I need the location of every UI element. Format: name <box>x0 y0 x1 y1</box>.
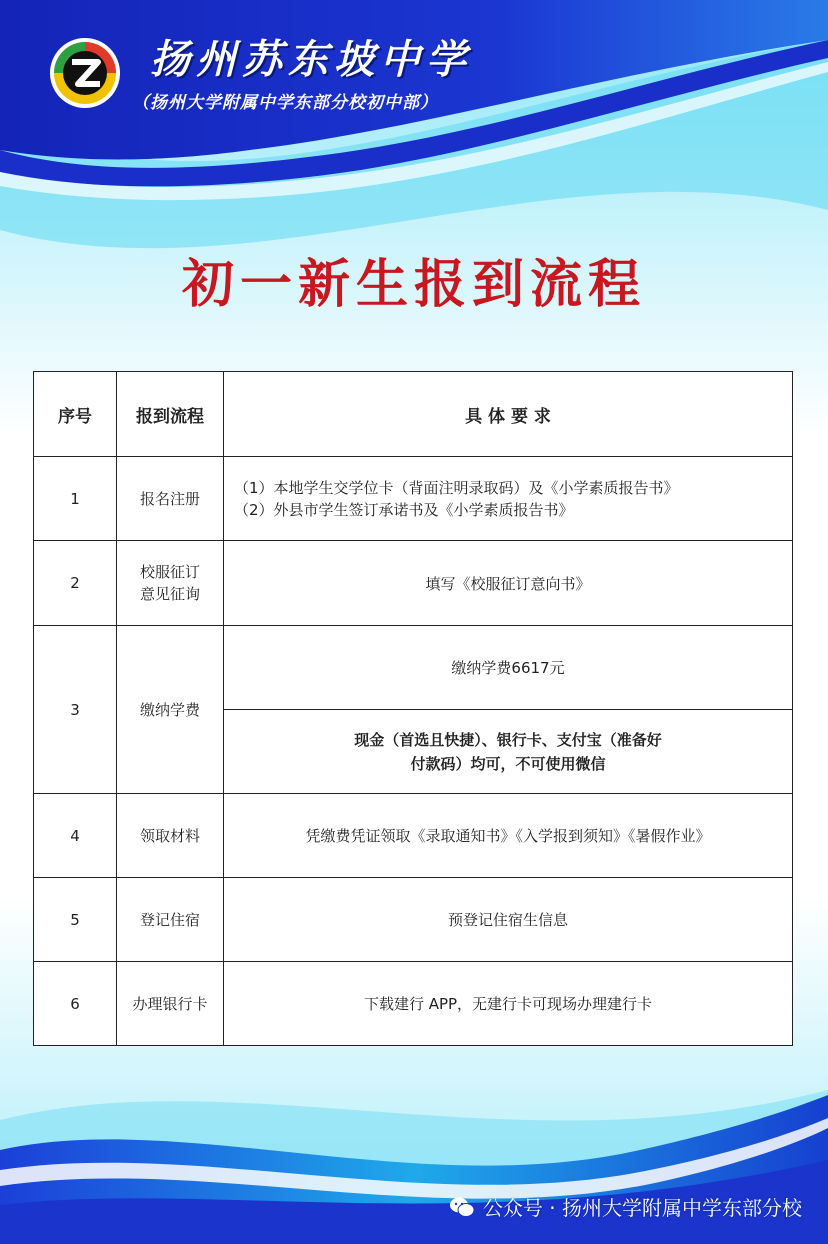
requirement-line: 现金（首选且快捷）、银行卡、支付宝（准备好 <box>354 730 662 749</box>
row-requirements: 下载建行 APP，无建行卡可现场办理建行卡 <box>224 962 793 1046</box>
row-num: 3 <box>34 626 117 794</box>
school-logo <box>48 36 122 110</box>
row-step: 登记住宿 <box>117 878 224 962</box>
row-num: 6 <box>34 962 117 1046</box>
table-row <box>34 878 793 962</box>
row-step-line: 校服征订 <box>139 563 200 581</box>
table-row <box>34 626 793 710</box>
footer-text: 公众号 · 扬州大学附属中学东部分校 <box>482 1196 802 1220</box>
table-header-row <box>34 372 793 457</box>
requirement-line: （1）本地学生交学位卡（背面注明录取码）及《小学素质报告书》 <box>234 478 679 497</box>
wechat-icon <box>449 1196 475 1218</box>
table-row <box>34 541 793 626</box>
row-step: 报名注册 <box>117 457 224 541</box>
row-num: 2 <box>34 541 117 626</box>
header-step: 报到流程 <box>117 372 224 457</box>
row-step: 领取材料 <box>117 794 224 878</box>
footer-watermark <box>449 1192 802 1221</box>
row-requirements: 填写《校服征订意向书》 <box>224 541 793 626</box>
header-requirements: 具 体 要 求 <box>224 372 793 457</box>
row-requirements-payment-methods <box>224 710 793 794</box>
row-requirements: 凭缴费凭证领取《录取通知书》《入学报到须知》《暑假作业》 <box>224 794 793 878</box>
row-num: 1 <box>34 457 117 541</box>
row-num: 5 <box>34 878 117 962</box>
registration-table <box>33 371 793 1046</box>
row-step <box>117 541 224 626</box>
header-num: 序号 <box>34 372 117 457</box>
requirement-line: 付款码）均可，不可使用微信 <box>410 754 606 773</box>
row-requirements: 预登记住宿生信息 <box>224 878 793 962</box>
school-name: 扬州苏东坡中学 <box>150 36 472 83</box>
row-num: 4 <box>34 794 117 878</box>
row-requirements <box>224 457 793 541</box>
table-row <box>34 962 793 1046</box>
table-row <box>34 794 793 878</box>
row-step-line: 意见征询 <box>139 585 200 603</box>
row-step: 办理银行卡 <box>117 962 224 1046</box>
row-requirements: 缴纳学费6617元 <box>224 626 793 710</box>
school-subtitle: （扬州大学附属中学东部分校初中部） <box>132 93 438 113</box>
requirement-line: （2）外县市学生签订承诺书及《小学素质报告书》 <box>234 500 574 519</box>
row-step: 缴纳学费 <box>117 626 224 794</box>
table-row <box>34 457 793 541</box>
page-title: 初一新生报到流程 <box>181 254 646 315</box>
